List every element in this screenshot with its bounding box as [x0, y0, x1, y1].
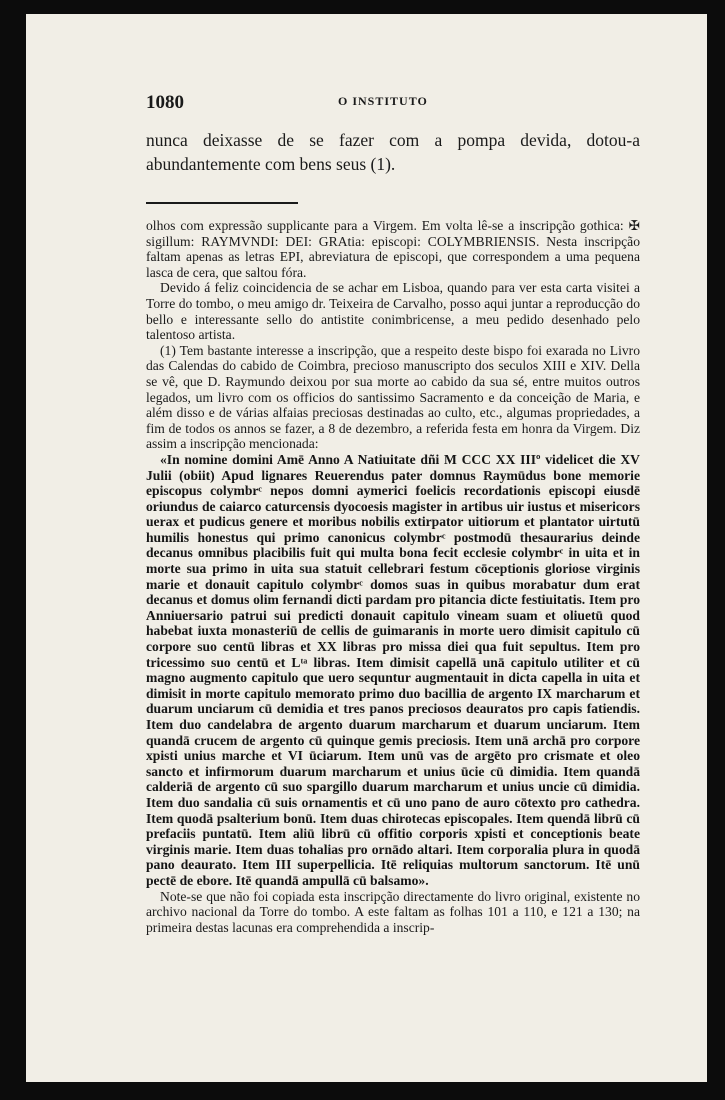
page-number: 1080	[146, 92, 184, 113]
running-header	[26, 92, 707, 116]
footnotes	[146, 218, 640, 935]
lead-paragraph: nunca deixasse de se fazer com a pompa devida, dotou-a abundantemente com bens seus (1).	[146, 130, 640, 174]
footnote-1: (1) Tem bastante interesse a inscripção, que a respeito deste bispo foi exarada no Livro das Calendas do cabido de Coimbra, precioso manuscripto dos seculos XIII e XIV. Della se vê, que D. Raymundo deixou por sua morte ao cabido da sua sé, entre muitos outros legados, um livro com os officios do santissimo Sacramento e da conceição de Maria, e além disso e de várias alfaias preciosas destinadas ao culto, etc., algumas propriedades, a fim de todos os annos se fazer, a 8 de dezembro, a referida festa em honra da Virgem. Diz assim a inscripção mencionada:	[146, 342, 640, 452]
footnote-seal-paragraph: Devido á feliz coincidencia de se achar em Lisboa, quando para ver esta carta visitei a Torre do tombo, o meu amigo dr. Teixeira de Carvalho, posso aqui juntar a reproducção do bello e interessante sello do antistite conimbricense, a meu pedido desenhado pelo talentoso artista.	[146, 280, 640, 343]
journal-title: O INSTITUTO	[338, 94, 428, 108]
book-page	[26, 14, 707, 1082]
footnote-continuation: olhos com expressão supplicante para a Virgem. Em volta lê-se a inscripção gothica: ✠ sigillum: RAYMVNDI: DEI: GRAtia: episcopi: COLYMBRIENSIS. Nesta inscripção faltam apenas as letras EPI, abreviatura de episcopi, que correspondem a uma pequena lasca de cera, que saltou fóra.	[146, 218, 640, 280]
footnote-separator-rule	[146, 202, 298, 204]
footnote-closing-note: Note-se que não foi copiada esta inscripção directamente do livro original, existente no archivo nacional da Torre do tombo. A este faltam as folhas 101 a 110, e 121 a 130; na primeira destas lacunas era comprehendida a inscrip-	[146, 888, 640, 935]
latin-inscription: «In nomine domini Amē Anno A Natiuitate dñi M CCC XX IIIº videlicet die XV Julii (obiit) Apud lignares Reuerendus pater domnus Raymūdus bone memorie episcopus colymbrᶜ nepos domni aymerici foelicis recordationis episcopi eiusdē oriundus de caiarco caturcensis dyocoesis magister in artibus uir iustus et misericors uerax et pudicus genere et moribus nobilis extirpator uitiorum et plantator uirtutū humilis honestus qui primo canonicus colymbrᶜ postmodū thesaurarius deinde decanus omnibus placibilis fuit qui multa bona fecit ecclesie colymbrᶜ in uita et in morte sua primo in uita sua statuit cellebrari festum cōceptionis gloriose virginis marie et donauit capitulo colymbrᶜ domos suas in quibus morabatur dum erat decanus et domus olim fernandi dicti pardam pro pitancia dicte festiuitatis. Item pro Anniuersario patrui sui predicti donauit capitulo vineam suam et oliuetū quod habebat iuxta monasteriū de cellis de guimaranis in morte uero dimisit capitulo cū corpore suo centū libras et XX libras pro missa diei qua fuit sepultus. Item pro tricessimo suo centū et Lᵗᵃ libras. Item dimisit capellā unā capitulo utiliter et cū magno augmento capitulo que uero sequntur augmentauit in dicta capella in uita et dimisit in morte capitulo memorato primo duo bacillia de argento IX marcharum et duarum unciarum cū demidia et tres panos preciosos deauratos pro capis fatiendis. Item duo candelabra de argento duarum marcharum et duarum unciarum. Item quandā crucem de argento cū quinque gemis preciosis. Item unā archā pro corpore xpisti unius marche et VI ūciarum. Item unū vas de argēto pro crismate et oleo sancto et infirmorum duarum marcharum et unius ūcie cū dimidia. Item quandā calderiā de argento cū suo spargillo duarum marcharum et unius uncie cū dimidia. Item duo sandalia cū suis ornamentis et cū uno pano de auro cōtexto pro cathedra. Item quodā psalterium bonū. Item duas chirotecas episcopales. Item quendā librū cū prefaciis puntatū. Item aliū librū cū offitio corporis xpisti et conceptionis beate virginis marie. Item duas tohalias pro ornādo altari. Item corporalia plura in quodā pano deaurato. Item III superpellicia. Itē reliquias multorum sanctorum. Itē unū pectē de ebore. Itē quandā ampullā cū balsamo».	[146, 451, 640, 888]
